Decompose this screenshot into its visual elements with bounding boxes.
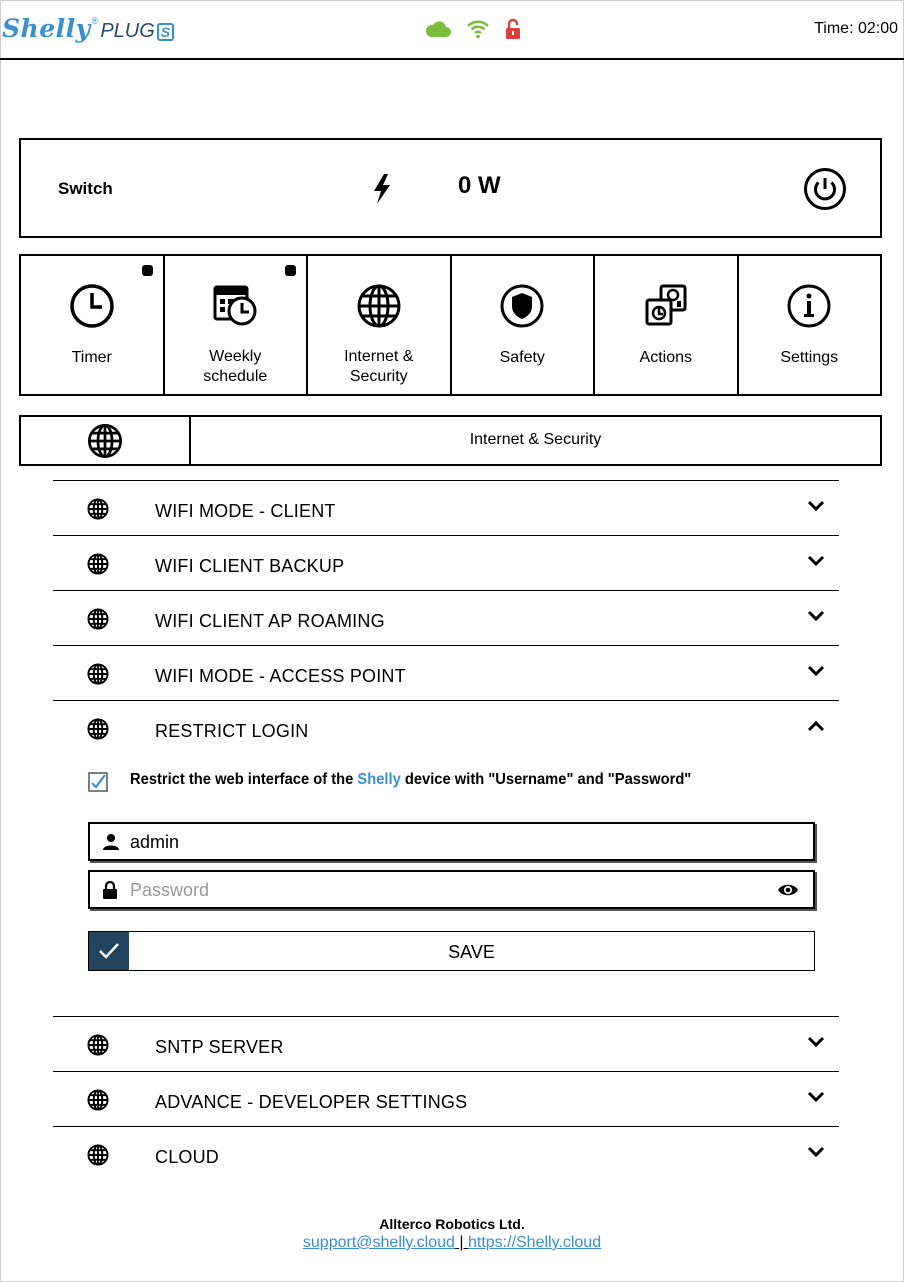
accordion-wifi-client-backup[interactable] bbox=[53, 535, 839, 590]
tile-label: Timer bbox=[71, 349, 112, 366]
globe-icon bbox=[87, 718, 109, 745]
restrict-login-checkbox[interactable] bbox=[88, 772, 108, 797]
save-button[interactable] bbox=[88, 931, 815, 971]
tile-label: Internet & Security bbox=[344, 348, 414, 385]
accordion-wifi-mode-access-point[interactable] bbox=[53, 645, 839, 700]
chevron-down-icon[interactable] bbox=[807, 609, 825, 627]
accordion-wifi-client-ap-roaming[interactable] bbox=[53, 590, 839, 645]
unlocked-icon bbox=[504, 18, 522, 45]
section-title: Internet & Security bbox=[469, 431, 602, 448]
user-icon bbox=[102, 833, 120, 856]
clock-readout: Time: 02:00 bbox=[814, 20, 898, 37]
globe-icon bbox=[87, 553, 109, 580]
checkmark-icon bbox=[89, 932, 129, 970]
globe-icon bbox=[87, 1034, 109, 1061]
globe-icon bbox=[87, 663, 109, 690]
chevron-down-icon[interactable] bbox=[807, 1090, 825, 1108]
accordion-title: WIFI CLIENT BACKUP bbox=[155, 556, 345, 576]
password-field bbox=[88, 870, 815, 909]
footer bbox=[0, 1216, 904, 1252]
footer-links bbox=[0, 1234, 904, 1252]
lightning-icon bbox=[371, 173, 393, 210]
description-text: Restrict the web interface of the bbox=[130, 771, 358, 788]
status-icons bbox=[424, 18, 522, 45]
restrict-login-description bbox=[130, 771, 691, 789]
description-text: device with "Username" and "Password" bbox=[400, 771, 692, 788]
clock-icon bbox=[69, 283, 115, 334]
brand-name: Shelly bbox=[2, 14, 91, 43]
username-input[interactable] bbox=[130, 829, 760, 855]
globe-icon bbox=[87, 1144, 109, 1171]
tile-settings[interactable] bbox=[739, 256, 881, 394]
tile-actions[interactable] bbox=[595, 256, 739, 394]
product-badge: S bbox=[157, 23, 174, 41]
chevron-down-icon[interactable] bbox=[807, 499, 825, 517]
accordion-title: WIFI MODE - CLIENT bbox=[155, 501, 336, 521]
indicator-dot bbox=[142, 265, 153, 276]
eye-icon[interactable] bbox=[777, 882, 799, 903]
company-name: Allterco Robotics Ltd. bbox=[379, 1216, 525, 1232]
accordion-title: ADVANCE - DEVELOPER SETTINGS bbox=[155, 1092, 468, 1112]
password-input[interactable] bbox=[130, 877, 760, 903]
chevron-down-icon[interactable] bbox=[807, 664, 825, 682]
tile-label: Weekly schedule bbox=[203, 348, 268, 385]
accordion-title: CLOUD bbox=[155, 1147, 220, 1167]
save-label: SAVE bbox=[448, 942, 495, 962]
accordion-title: SNTP SERVER bbox=[155, 1037, 284, 1057]
globe-icon bbox=[87, 608, 109, 635]
accordion-wifi-mode-client[interactable] bbox=[53, 480, 839, 535]
product-name: PLUG bbox=[100, 20, 155, 42]
chevron-down-icon[interactable] bbox=[807, 554, 825, 572]
switch-panel bbox=[19, 138, 882, 238]
globe-icon bbox=[87, 1089, 109, 1116]
globe-icon bbox=[87, 498, 109, 525]
chevron-up-icon[interactable] bbox=[807, 719, 825, 737]
power-reading: 0 W bbox=[458, 172, 501, 199]
registered-mark: ® bbox=[91, 16, 99, 26]
tile-timer[interactable] bbox=[21, 256, 165, 394]
tile-safety[interactable] bbox=[452, 256, 596, 394]
tile-label: Safety bbox=[499, 349, 545, 366]
accordion-cloud[interactable] bbox=[53, 1126, 839, 1181]
switch-label: Switch bbox=[58, 179, 113, 198]
shield-icon bbox=[499, 283, 545, 334]
description-brand: Shelly bbox=[357, 771, 401, 788]
chevron-down-icon[interactable] bbox=[807, 1035, 825, 1053]
tile-internet-security[interactable] bbox=[308, 256, 452, 394]
brand-logo bbox=[2, 16, 174, 41]
cloud-icon bbox=[424, 19, 452, 44]
accordion-sntp-server[interactable] bbox=[53, 1016, 839, 1071]
tile-label: Actions bbox=[639, 349, 692, 366]
accordion-advance-developer-settings[interactable] bbox=[53, 1071, 839, 1126]
wifi-icon bbox=[466, 19, 490, 44]
actions-icon bbox=[643, 283, 689, 334]
accordion-title: WIFI MODE - ACCESS POINT bbox=[155, 666, 406, 686]
tile-weekly-schedule[interactable] bbox=[165, 256, 309, 394]
indicator-dot bbox=[285, 265, 296, 276]
calendar-icon bbox=[212, 283, 258, 334]
accordion-title: RESTRICT LOGIN bbox=[155, 721, 309, 741]
support-email-link[interactable]: support@shelly.cloud bbox=[302, 1234, 455, 1251]
tile-label: Settings bbox=[780, 349, 839, 366]
feature-tiles bbox=[19, 254, 882, 396]
power-toggle-button[interactable] bbox=[803, 167, 847, 216]
accordion-restrict-login[interactable] bbox=[53, 700, 839, 755]
section-header bbox=[19, 415, 882, 466]
globe-icon bbox=[356, 283, 402, 334]
link-separator: | bbox=[454, 1234, 468, 1251]
lock-icon bbox=[102, 881, 118, 905]
top-bar bbox=[0, 0, 904, 60]
chevron-down-icon[interactable] bbox=[807, 1145, 825, 1163]
website-link[interactable]: https://Shelly.cloud bbox=[467, 1234, 602, 1251]
globe-icon bbox=[21, 417, 191, 464]
username-field bbox=[88, 822, 815, 861]
accordion-title: WIFI CLIENT AP ROAMING bbox=[155, 611, 385, 631]
info-icon bbox=[786, 283, 832, 334]
